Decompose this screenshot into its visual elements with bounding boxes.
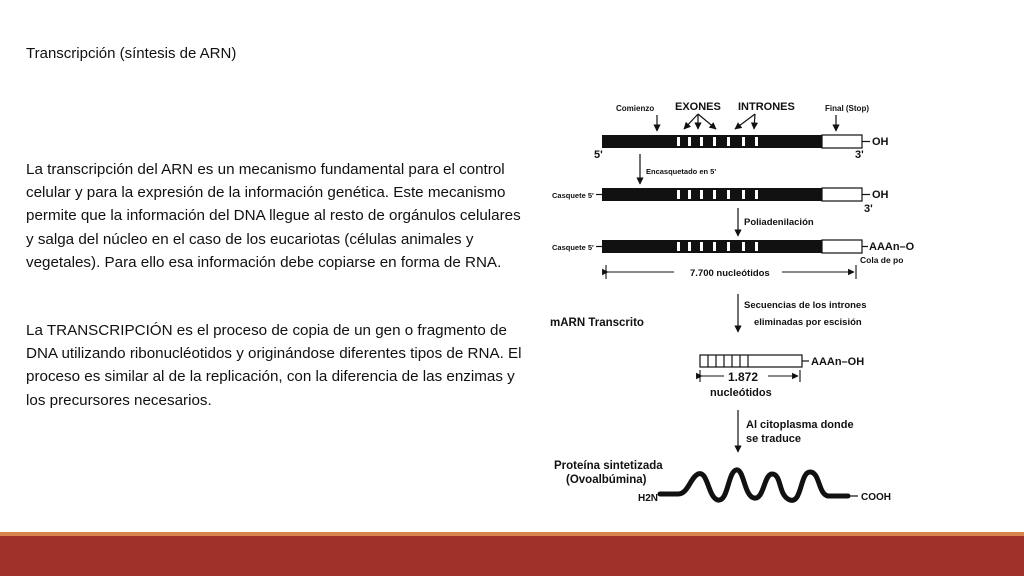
- label-nucleotidos-7700: 7.700 nucleótidos: [690, 268, 770, 279]
- gene-strand-1: [602, 135, 870, 148]
- label-citoplasma-1: Al citoplasma donde: [746, 419, 854, 431]
- label-cola: Cola de po: [860, 255, 904, 265]
- paragraph-transcripcion: La TRANSCRIPCIÓN es el proceso de copia de un gen o fragmento de DNA utilizando ribonucléotidos y originándose diferentes tipos de RNA. El proceso es similar al de la replicación, con la diferencia de las enzimas y los precursores necesarios.: [26, 322, 522, 409]
- gene-strand-2: [596, 188, 870, 201]
- label-three-prime-2: 3': [864, 203, 873, 215]
- label-casquete-2: Casquete 5': [552, 243, 594, 252]
- label-oh-1: OH: [872, 136, 889, 148]
- top-arrows: [657, 114, 836, 131]
- label-aaan-tail: AAAn–O: [869, 241, 914, 253]
- protein-chain: [660, 470, 848, 500]
- label-secuencias-2: eliminadas por escisión: [754, 317, 862, 328]
- label-num-1872: 1.872: [728, 370, 759, 384]
- label-casquete-1: Casquete 5': [552, 191, 594, 200]
- label-h2n: H2N: [638, 493, 659, 504]
- label-poliadenilacion: Poliadenilación: [744, 217, 814, 228]
- label-secuencias-1: Secuencias de los intrones: [744, 300, 867, 311]
- label-exones: EXONES: [675, 101, 721, 113]
- label-marn: mARN Transcrito: [550, 317, 644, 329]
- slide-title: Transcripción (síntesis de ARN): [26, 45, 237, 62]
- label-encasquetado: Encasquetado en 5': [646, 167, 717, 176]
- label-aaan-oh: AAAn–OH: [811, 356, 865, 368]
- label-three-prime-1: 3': [855, 149, 864, 161]
- label-proteina-1: Proteína sintetizada: [554, 460, 663, 472]
- label-final: Final (Stop): [825, 104, 869, 113]
- label-nucleotidos: nucleótidos: [710, 387, 772, 399]
- label-citoplasma-2: se traduce: [746, 433, 802, 445]
- label-cooh: COOH: [861, 492, 891, 503]
- label-proteina-2: (Ovoalbúmina): [566, 474, 647, 486]
- label-intrones: INTRONES: [738, 101, 795, 113]
- footer-bar: [0, 532, 1024, 576]
- label-oh-2: OH: [872, 189, 889, 201]
- mrna-strand: [700, 355, 809, 367]
- paragraph-intro: La transcripción del ARN es un mecanismo fundamental para el control celular y para la expresión de la información genética. Este mecanismo permite que la información del DNA llegue al resto de orgánulos celulares y salga del núcleo en el caso de los eucariotas (células animales y vegetales). Para ello esa información debe copiarse en forma de RNA.: [26, 161, 521, 271]
- label-five-prime: 5': [594, 149, 603, 161]
- gene-strand-3: [596, 240, 868, 253]
- transcription-diagram: [530, 88, 914, 532]
- label-comienzo: Comienzo: [616, 104, 655, 113]
